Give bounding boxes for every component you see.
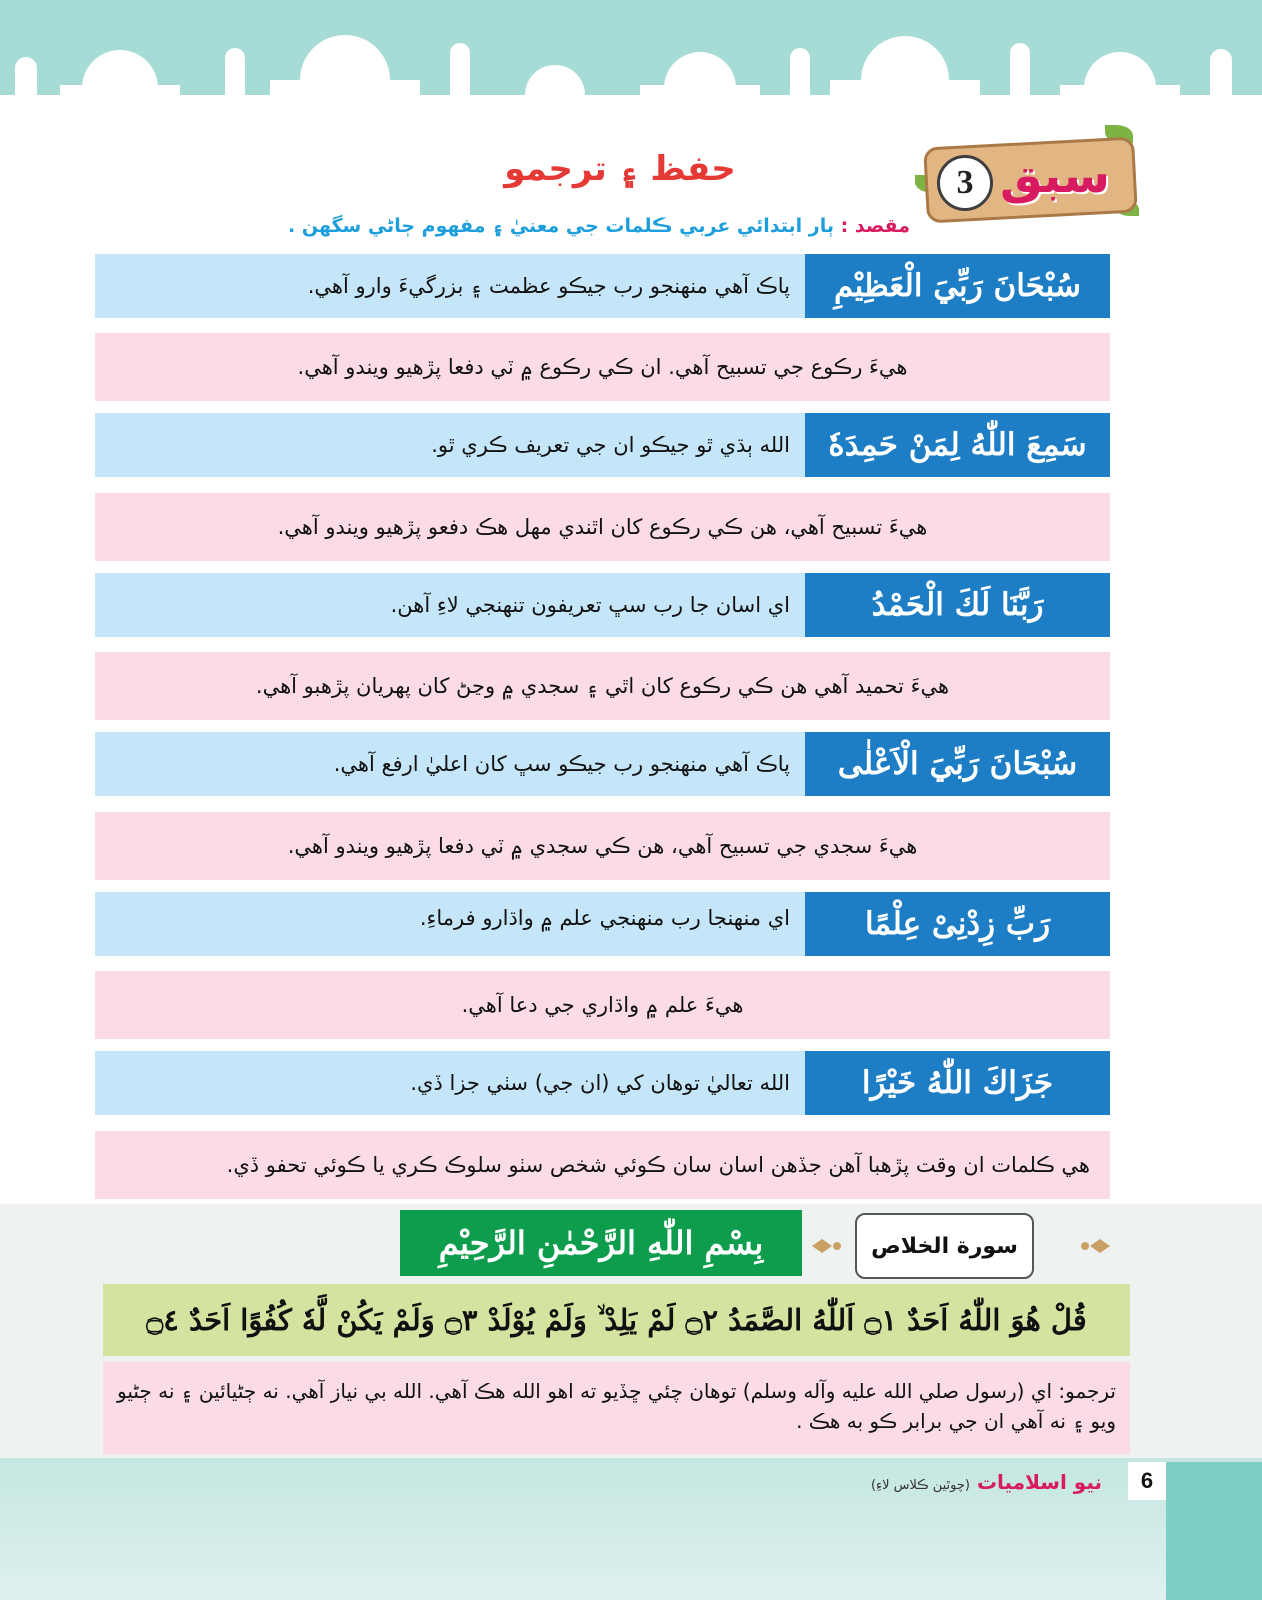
phrase-note: هيءَ رڪوع جي تسبيح آهي. ان ڪي رڪوع ۾ ٽي دفعا پڙهيو ويندو آهي. (297, 355, 908, 379)
book-title-main: نيو اسلاميات (976, 1470, 1102, 1494)
lesson-badge (915, 120, 1140, 225)
surah-translation: ترجمو: اي (رسول صلي الله عليه وآله وسلم) توهان چئي ڇڏيو ته اهو الله هڪ آهي. الله بي نياز آهي. نه ڄڻيائين ۽ نه ڄڻيو ويو ۽ نه آهي ان جي برابر ڪو به هڪ . (103, 1362, 1130, 1454)
book-title (871, 1470, 1102, 1494)
phrase-meaning: الله ٻڌي ٿو جيڪو ان جي تعريف ڪري ٿو. (431, 433, 790, 457)
phrase-row (95, 413, 1110, 477)
phrase-note-row (95, 493, 1110, 561)
phrase-note: هي ڪلمات ان وقت پڙهبا آهن جڏهن اسان سان ڪوئي شخص سٺو سلوڪ ڪري يا ڪوئي تحفو ڏي. (226, 1153, 1090, 1177)
phrase-note-row (95, 333, 1110, 401)
lesson-number: 3 (937, 155, 993, 211)
phrase-row (95, 892, 1110, 956)
lesson-word: سبق (999, 148, 1111, 204)
phrase-note-row (95, 1131, 1110, 1199)
ornament-icon (812, 1239, 842, 1253)
page-title: حفظ ۽ ترجمو (504, 149, 736, 189)
objective (180, 215, 910, 237)
phrase-row (95, 732, 1110, 796)
surah-name: سورة الخلاص (855, 1213, 1034, 1279)
phrase-note-row (95, 971, 1110, 1039)
phrase-row (95, 1051, 1110, 1115)
arabic-phrase: سُبْحَانَ رَبِّيَ الْاَعْلٰى (805, 732, 1110, 796)
objective-label: مقصد : (840, 215, 910, 237)
page-edge (1166, 1462, 1262, 1600)
phrase-note: هيءَ علم ۾ واڌاري جي دعا آهي. (461, 993, 744, 1017)
arabic-phrase: جَزَاكَ اللّٰهُ خَيْرًا (805, 1051, 1110, 1115)
phrase-meaning: پاڪ آهي منهنجو رب جيڪو عظمت ۽ بزرگيءَ وارو آهي. (307, 274, 790, 298)
phrase-note-row (95, 652, 1110, 720)
arabic-phrase: سَمِعَ اللّٰهُ لِمَنْ حَمِدَهٗ (805, 413, 1110, 477)
phrase-meaning: الله تعاليٰ توهان کي (ان جي) سٺي جزا ڏي. (410, 1071, 790, 1095)
phrase-row (95, 573, 1110, 637)
phrase-meaning: اي اسان جا رب سڀ تعريفون تنهنجي لاءِ آهن. (390, 593, 790, 617)
phrase-note: هيءَ سجدي جي تسبيح آهي، هن ڪي سجدي ۾ ٽي دفعا پڙهيو ويندو آهي. (287, 834, 918, 858)
objective-text: ٻار ابتدائي عربي ڪلمات جي معنيٰ ۽ مفهوم ڄاڻي سگهن . (288, 215, 835, 237)
phrase-meaning: اي منهنجا رب منهنجي علم ۾ واڌارو فرماءِ. (419, 906, 790, 930)
arabic-phrase: رَبَّنَا لَكَ الْحَمْدُ (805, 573, 1110, 637)
arabic-phrase: رَبِّ زِدْنِىْ عِلْمًا (805, 892, 1110, 956)
book-title-subtitle: (چوٿين ڪلاس لاءِ) (870, 1478, 970, 1493)
page-number: 6 (1128, 1462, 1166, 1500)
phrase-note: هيءَ تحميد آهي هن ڪي رڪوع کان اٿي ۽ سجدي ۾ وڃڻ کان پهريان پڙهبو آهي. (255, 674, 950, 698)
phrase-meaning: پاڪ آهي منهنجو رب جيڪو سڀ کان اعليٰ ارفع آهي. (333, 752, 790, 776)
phrase-row (95, 254, 1110, 318)
arabic-phrase: سُبْحَانَ رَبِّيَ الْعَظِيْمِ (805, 254, 1110, 318)
surah-verses: قُلْ هُوَ اللّٰهُ اَحَدٌ ۝١ اَللّٰهُ الصَّمَدُ ۝٢ لَمْ يَلِدْ ۙ وَلَمْ يُوْلَدْ ۝٣ وَلَمْ يَكُنْ لَّهٗ كُفُوًا اَحَدٌ ۝٤ (103, 1284, 1130, 1356)
bismillah: بِسْمِ اللّٰهِ الرَّحْمٰنِ الرَّحِيْمِ (400, 1210, 802, 1276)
phrase-note: هيءَ تسبيح آهي، هن ڪي رڪوع کان اٿندي مهل هڪ دفعو پڙهيو ويندو آهي. (277, 515, 928, 539)
ornament-icon (1080, 1239, 1110, 1253)
phrase-note-row (95, 812, 1110, 880)
